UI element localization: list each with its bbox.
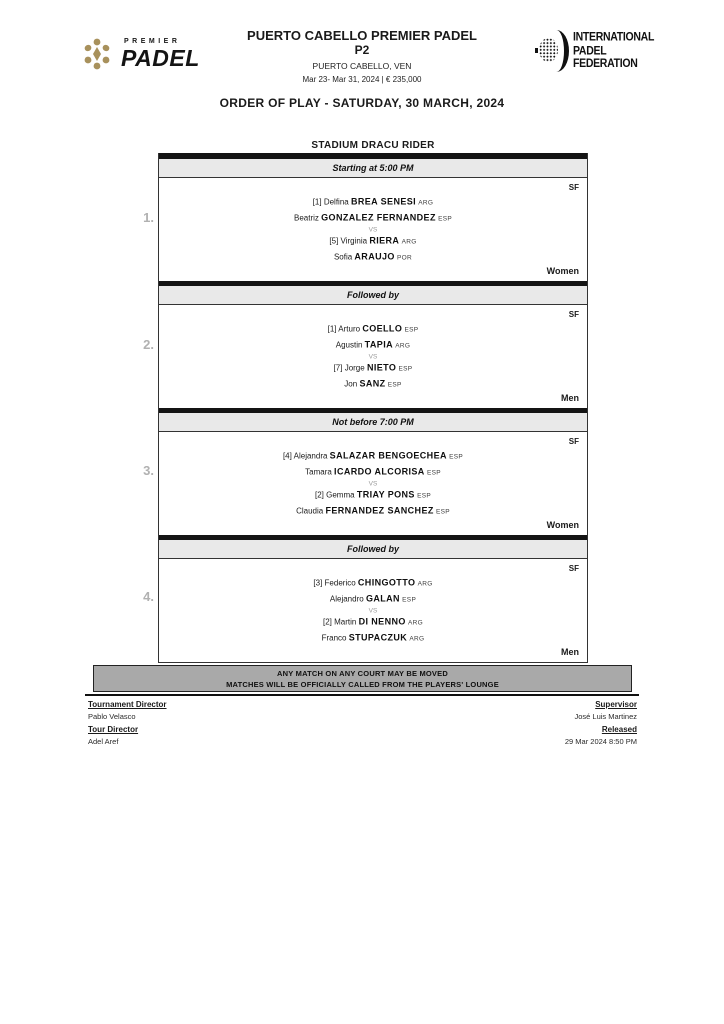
tournament-director-name: Pablo Velasco bbox=[88, 712, 136, 721]
vs-label: VS bbox=[368, 480, 378, 487]
player-first-name: Sofia bbox=[333, 252, 353, 261]
player-country: ARG bbox=[409, 635, 425, 642]
player-row bbox=[159, 376, 587, 392]
player-country: ARG bbox=[417, 580, 433, 587]
player-seed: [1] bbox=[327, 324, 337, 333]
player-last-name: COELLO bbox=[362, 323, 403, 333]
player-country: ESP bbox=[398, 365, 413, 372]
match-schedule-label: Starting at 5:00 PM bbox=[332, 163, 414, 173]
player-country: ESP bbox=[404, 326, 419, 333]
player-last-name: TAPIA bbox=[364, 339, 394, 349]
category-label: Women bbox=[546, 266, 579, 276]
player-first-name: Alejandra bbox=[293, 451, 328, 460]
match-card bbox=[159, 432, 587, 535]
players bbox=[159, 194, 587, 265]
player-row bbox=[159, 337, 587, 353]
match-number: 1. bbox=[143, 210, 154, 225]
footer bbox=[88, 699, 637, 749]
player-country: ESP bbox=[402, 596, 417, 603]
released-label: Released bbox=[601, 725, 637, 734]
player-country: ESP bbox=[387, 381, 402, 388]
player-first-name: Martin bbox=[334, 617, 357, 626]
player-row bbox=[159, 249, 587, 265]
tour-director-label: Tour Director bbox=[88, 725, 139, 734]
vs-label: VS bbox=[368, 607, 378, 614]
match-schedule-band bbox=[159, 286, 587, 305]
player-last-name: FERNANDEZ SANCHEZ bbox=[325, 505, 434, 515]
player-last-name: ICARDO ALCORISA bbox=[334, 466, 425, 476]
player-row bbox=[159, 321, 587, 337]
notice-line-1: ANY MATCH ON ANY COURT MAY BE MOVED bbox=[277, 668, 448, 678]
match-schedule-band bbox=[159, 159, 587, 178]
player-first-name: Claudia bbox=[296, 506, 324, 515]
ipf-logo-text: INTERNATIONAL PADEL FEDERATION bbox=[573, 30, 655, 71]
player-last-name: RIERA bbox=[369, 235, 400, 245]
player-last-name: SALAZAR BENGOECHEA bbox=[329, 450, 447, 460]
player-first-name: Virginia bbox=[340, 236, 368, 245]
category-label: Women bbox=[546, 520, 579, 530]
player-first-name: Alejandro bbox=[329, 594, 364, 603]
tournament-category: P2 bbox=[354, 43, 370, 57]
match-schedule-label: Followed by bbox=[346, 544, 399, 554]
player-seed: [3] bbox=[313, 578, 323, 587]
supervisor-name: José Luis Martinez bbox=[574, 712, 637, 721]
player-last-name: DI NENNO bbox=[358, 616, 406, 626]
match-number: 3. bbox=[143, 463, 154, 478]
player-seed: [2] bbox=[314, 490, 324, 499]
player-row bbox=[159, 194, 587, 210]
tour-director-name: Adel Aref bbox=[88, 737, 119, 746]
player-row bbox=[159, 360, 587, 376]
player-row bbox=[159, 448, 587, 464]
player-row bbox=[159, 575, 587, 591]
player-last-name: SANZ bbox=[359, 378, 386, 388]
premier-logo-bottom-text: PADEL bbox=[121, 45, 200, 71]
category-label: Men bbox=[561, 393, 579, 403]
player-row bbox=[159, 464, 587, 480]
player-first-name: Jon bbox=[344, 379, 358, 388]
notice-line-2: MATCHES WILL BE OFFICIALLY CALLED FROM THE PLAYERS' LOUNGE bbox=[226, 679, 499, 689]
round-label: SF bbox=[568, 183, 579, 192]
supervisor-label: Supervisor bbox=[595, 700, 637, 709]
player-seed: [2] bbox=[322, 617, 332, 626]
player-row bbox=[159, 630, 587, 646]
category-label: Men bbox=[561, 647, 579, 657]
ipf-logo bbox=[537, 30, 654, 72]
player-last-name: GALAN bbox=[365, 593, 400, 603]
footer-left-column bbox=[88, 699, 167, 749]
player-country: ARG bbox=[395, 342, 411, 349]
match-card bbox=[159, 305, 587, 408]
tournament-location: PUERTO CABELLO, VEN bbox=[312, 61, 412, 71]
ipf-ball-icon bbox=[537, 30, 567, 72]
player-row bbox=[159, 233, 587, 249]
player-first-name: Agustin bbox=[335, 340, 363, 349]
player-first-name: Jorge bbox=[344, 363, 365, 372]
match-schedule-label: Followed by bbox=[346, 290, 399, 300]
player-row bbox=[159, 614, 587, 630]
player-row bbox=[159, 210, 587, 226]
player-row bbox=[159, 503, 587, 519]
match-card bbox=[159, 178, 587, 281]
player-country: ARG bbox=[401, 238, 417, 245]
tournament-dates-prize: Mar 23- Mar 31, 2024 | € 235,000 bbox=[302, 75, 422, 84]
player-last-name: BREA SENESI bbox=[350, 196, 417, 206]
tournament-title: PUERTO CABELLO PREMIER PADEL bbox=[247, 28, 477, 43]
player-last-name: CHINGOTTO bbox=[357, 577, 416, 587]
notice-box bbox=[93, 665, 632, 692]
player-country: ESP bbox=[426, 469, 441, 476]
vs-label: VS bbox=[368, 353, 378, 360]
tournament-header bbox=[162, 28, 562, 84]
player-last-name: ARAUJO bbox=[354, 251, 395, 261]
round-label: SF bbox=[568, 564, 579, 573]
vs-label: VS bbox=[368, 226, 378, 233]
player-first-name: Beatriz bbox=[294, 213, 319, 222]
match-schedule-label: Not before 7:00 PM bbox=[332, 417, 414, 427]
premier-logo-top-text: PREMIER bbox=[124, 38, 181, 45]
player-seed: [4] bbox=[282, 451, 292, 460]
order-of-play-title: ORDER OF PLAY - SATURDAY, 30 MARCH, 2024 bbox=[219, 96, 505, 110]
player-country: ESP bbox=[449, 453, 464, 460]
round-label: SF bbox=[568, 437, 579, 446]
match-schedule-band bbox=[159, 540, 587, 559]
player-row bbox=[159, 591, 587, 607]
players bbox=[159, 448, 587, 519]
player-country: ESP bbox=[417, 492, 431, 499]
round-label: SF bbox=[568, 310, 579, 319]
match-number: 4. bbox=[143, 589, 154, 604]
player-last-name: NIETO bbox=[366, 362, 397, 372]
player-last-name: GONZALEZ FERNANDEZ bbox=[321, 212, 436, 222]
player-country: ESP bbox=[438, 215, 452, 222]
premier-padel-icon bbox=[80, 36, 114, 72]
player-row bbox=[159, 487, 587, 503]
tournament-director-label: Tournament Director bbox=[88, 700, 167, 709]
match-schedule-band bbox=[159, 413, 587, 432]
player-seed: [5] bbox=[329, 236, 339, 245]
players bbox=[159, 321, 587, 392]
player-country: ARG bbox=[418, 199, 434, 206]
player-first-name: Arturo bbox=[338, 324, 361, 333]
match-card bbox=[159, 559, 587, 662]
footer-divider bbox=[85, 694, 639, 696]
released-datetime: 29 Mar 2024 8:50 PM bbox=[564, 737, 637, 746]
player-country: ARG bbox=[408, 619, 424, 626]
court-name: STADIUM DRACU RIDER bbox=[311, 140, 435, 151]
player-seed: [1] bbox=[312, 197, 322, 206]
player-country: ESP bbox=[436, 508, 450, 515]
player-first-name: Federico bbox=[324, 578, 356, 587]
player-seed: [7] bbox=[333, 363, 343, 372]
match-number: 2. bbox=[143, 337, 154, 352]
court-box bbox=[158, 153, 588, 663]
player-country: POR bbox=[397, 254, 413, 261]
player-first-name: Delfina bbox=[323, 197, 349, 206]
player-first-name: Franco bbox=[321, 633, 347, 642]
player-last-name: TRIAY PONS bbox=[356, 489, 415, 499]
player-first-name: Gemma bbox=[326, 490, 355, 499]
player-first-name: Tamara bbox=[305, 467, 332, 476]
player-last-name: STUPACZUK bbox=[348, 632, 408, 642]
footer-right-column bbox=[565, 699, 637, 749]
players bbox=[159, 575, 587, 646]
